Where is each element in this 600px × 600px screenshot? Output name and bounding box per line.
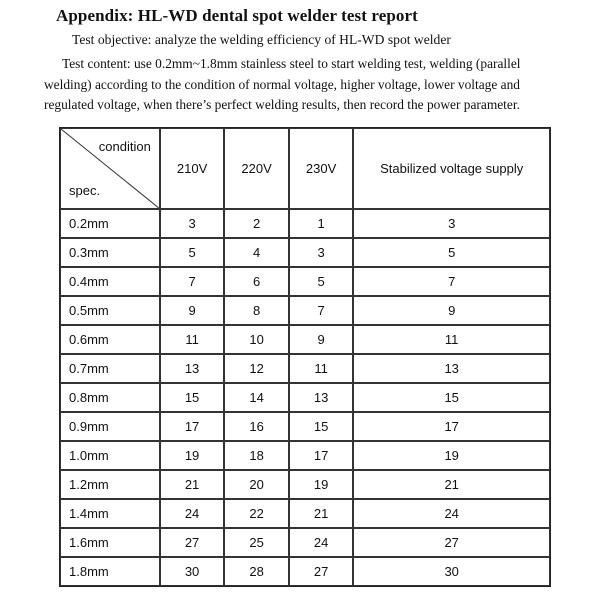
value-cell: 28	[224, 557, 289, 586]
spec-cell: 0.4mm	[60, 267, 160, 296]
value-cell: 10	[224, 325, 289, 354]
column-header: 230V	[289, 128, 354, 209]
value-cell: 25	[224, 528, 289, 557]
spec-cell: 0.7mm	[60, 354, 160, 383]
value-cell: 30	[353, 557, 550, 586]
table-row	[60, 499, 550, 528]
value-cell: 11	[160, 325, 225, 354]
spec-cell: 0.5mm	[60, 296, 160, 325]
corner-header-cell	[60, 128, 160, 209]
spec-cell: 0.8mm	[60, 383, 160, 412]
test-objective: Test objective: analyze the welding efficiency of HL-WD spot welder	[72, 32, 451, 47]
table-row	[60, 412, 550, 441]
value-cell: 5	[289, 267, 354, 296]
value-cell: 4	[224, 238, 289, 267]
test-report-table	[59, 127, 551, 587]
value-cell: 13	[160, 354, 225, 383]
value-cell: 21	[353, 470, 550, 499]
value-cell: 13	[289, 383, 354, 412]
value-cell: 1	[289, 209, 354, 238]
value-cell: 13	[353, 354, 550, 383]
column-header: 220V	[224, 128, 289, 209]
table-row	[60, 209, 550, 238]
value-cell: 9	[289, 325, 354, 354]
value-cell: 19	[160, 441, 225, 470]
spec-cell: 0.2mm	[60, 209, 160, 238]
value-cell: 20	[224, 470, 289, 499]
value-cell: 8	[224, 296, 289, 325]
table-row	[60, 557, 550, 586]
spec-cell: 1.0mm	[60, 441, 160, 470]
value-cell: 15	[289, 412, 354, 441]
spec-cell: 1.6mm	[60, 528, 160, 557]
value-cell: 24	[160, 499, 225, 528]
spec-cell: 1.2mm	[60, 470, 160, 499]
test-content-line: regulated voltage, when there’s perfect welding results, then record the power parameter.	[44, 97, 520, 112]
spec-cell: 0.3mm	[60, 238, 160, 267]
value-cell: 7	[289, 296, 354, 325]
spec-cell: 0.6mm	[60, 325, 160, 354]
value-cell: 24	[353, 499, 550, 528]
value-cell: 30	[160, 557, 225, 586]
value-cell: 22	[224, 499, 289, 528]
value-cell: 9	[353, 296, 550, 325]
spec-cell: 1.8mm	[60, 557, 160, 586]
value-cell: 5	[160, 238, 225, 267]
value-cell: 9	[160, 296, 225, 325]
table-row	[60, 528, 550, 557]
value-cell: 3	[353, 209, 550, 238]
value-cell: 7	[160, 267, 225, 296]
value-cell: 17	[289, 441, 354, 470]
value-cell: 21	[160, 470, 225, 499]
value-cell: 18	[224, 441, 289, 470]
value-cell: 21	[289, 499, 354, 528]
value-cell: 27	[289, 557, 354, 586]
value-cell: 5	[353, 238, 550, 267]
table-row	[60, 267, 550, 296]
test-content-line: welding) according to the condition of normal voltage, higher voltage, lower voltage and	[44, 76, 520, 92]
value-cell: 17	[160, 412, 225, 441]
column-header: 210V	[160, 128, 225, 209]
table-row	[60, 325, 550, 354]
condition-label: condition	[98, 139, 151, 154]
column-header: Stabilized voltage supply	[353, 128, 550, 209]
table-row	[60, 470, 550, 499]
value-cell: 3	[289, 238, 354, 267]
table-row	[60, 354, 550, 383]
value-cell: 19	[353, 441, 550, 470]
spec-label: spec.	[69, 183, 101, 198]
value-cell: 17	[353, 412, 550, 441]
value-cell: 24	[289, 528, 354, 557]
test-content	[44, 54, 564, 116]
spec-cell: 1.4mm	[60, 499, 160, 528]
report-title: Appendix: HL-WD dental spot welder test report	[56, 6, 418, 25]
spec-cell: 0.9mm	[60, 412, 160, 441]
value-cell: 11	[353, 325, 550, 354]
table-row	[60, 296, 550, 325]
value-cell: 11	[289, 354, 354, 383]
value-cell: 19	[289, 470, 354, 499]
table-row	[60, 383, 550, 412]
test-content-line: Test content: use 0.2mm~1.8mm stainless steel to start welding test, welding (parallel	[62, 56, 521, 71]
value-cell: 27	[160, 528, 225, 557]
value-cell: 16	[224, 412, 289, 441]
value-cell: 3	[160, 209, 225, 238]
value-cell: 15	[160, 383, 225, 412]
value-cell: 27	[353, 528, 550, 557]
value-cell: 6	[224, 267, 289, 296]
value-cell: 15	[353, 383, 550, 412]
table-header-row	[60, 128, 550, 209]
value-cell: 14	[224, 383, 289, 412]
value-cell: 12	[224, 354, 289, 383]
table-row	[60, 441, 550, 470]
value-cell: 7	[353, 267, 550, 296]
table-row	[60, 238, 550, 267]
value-cell: 2	[224, 209, 289, 238]
